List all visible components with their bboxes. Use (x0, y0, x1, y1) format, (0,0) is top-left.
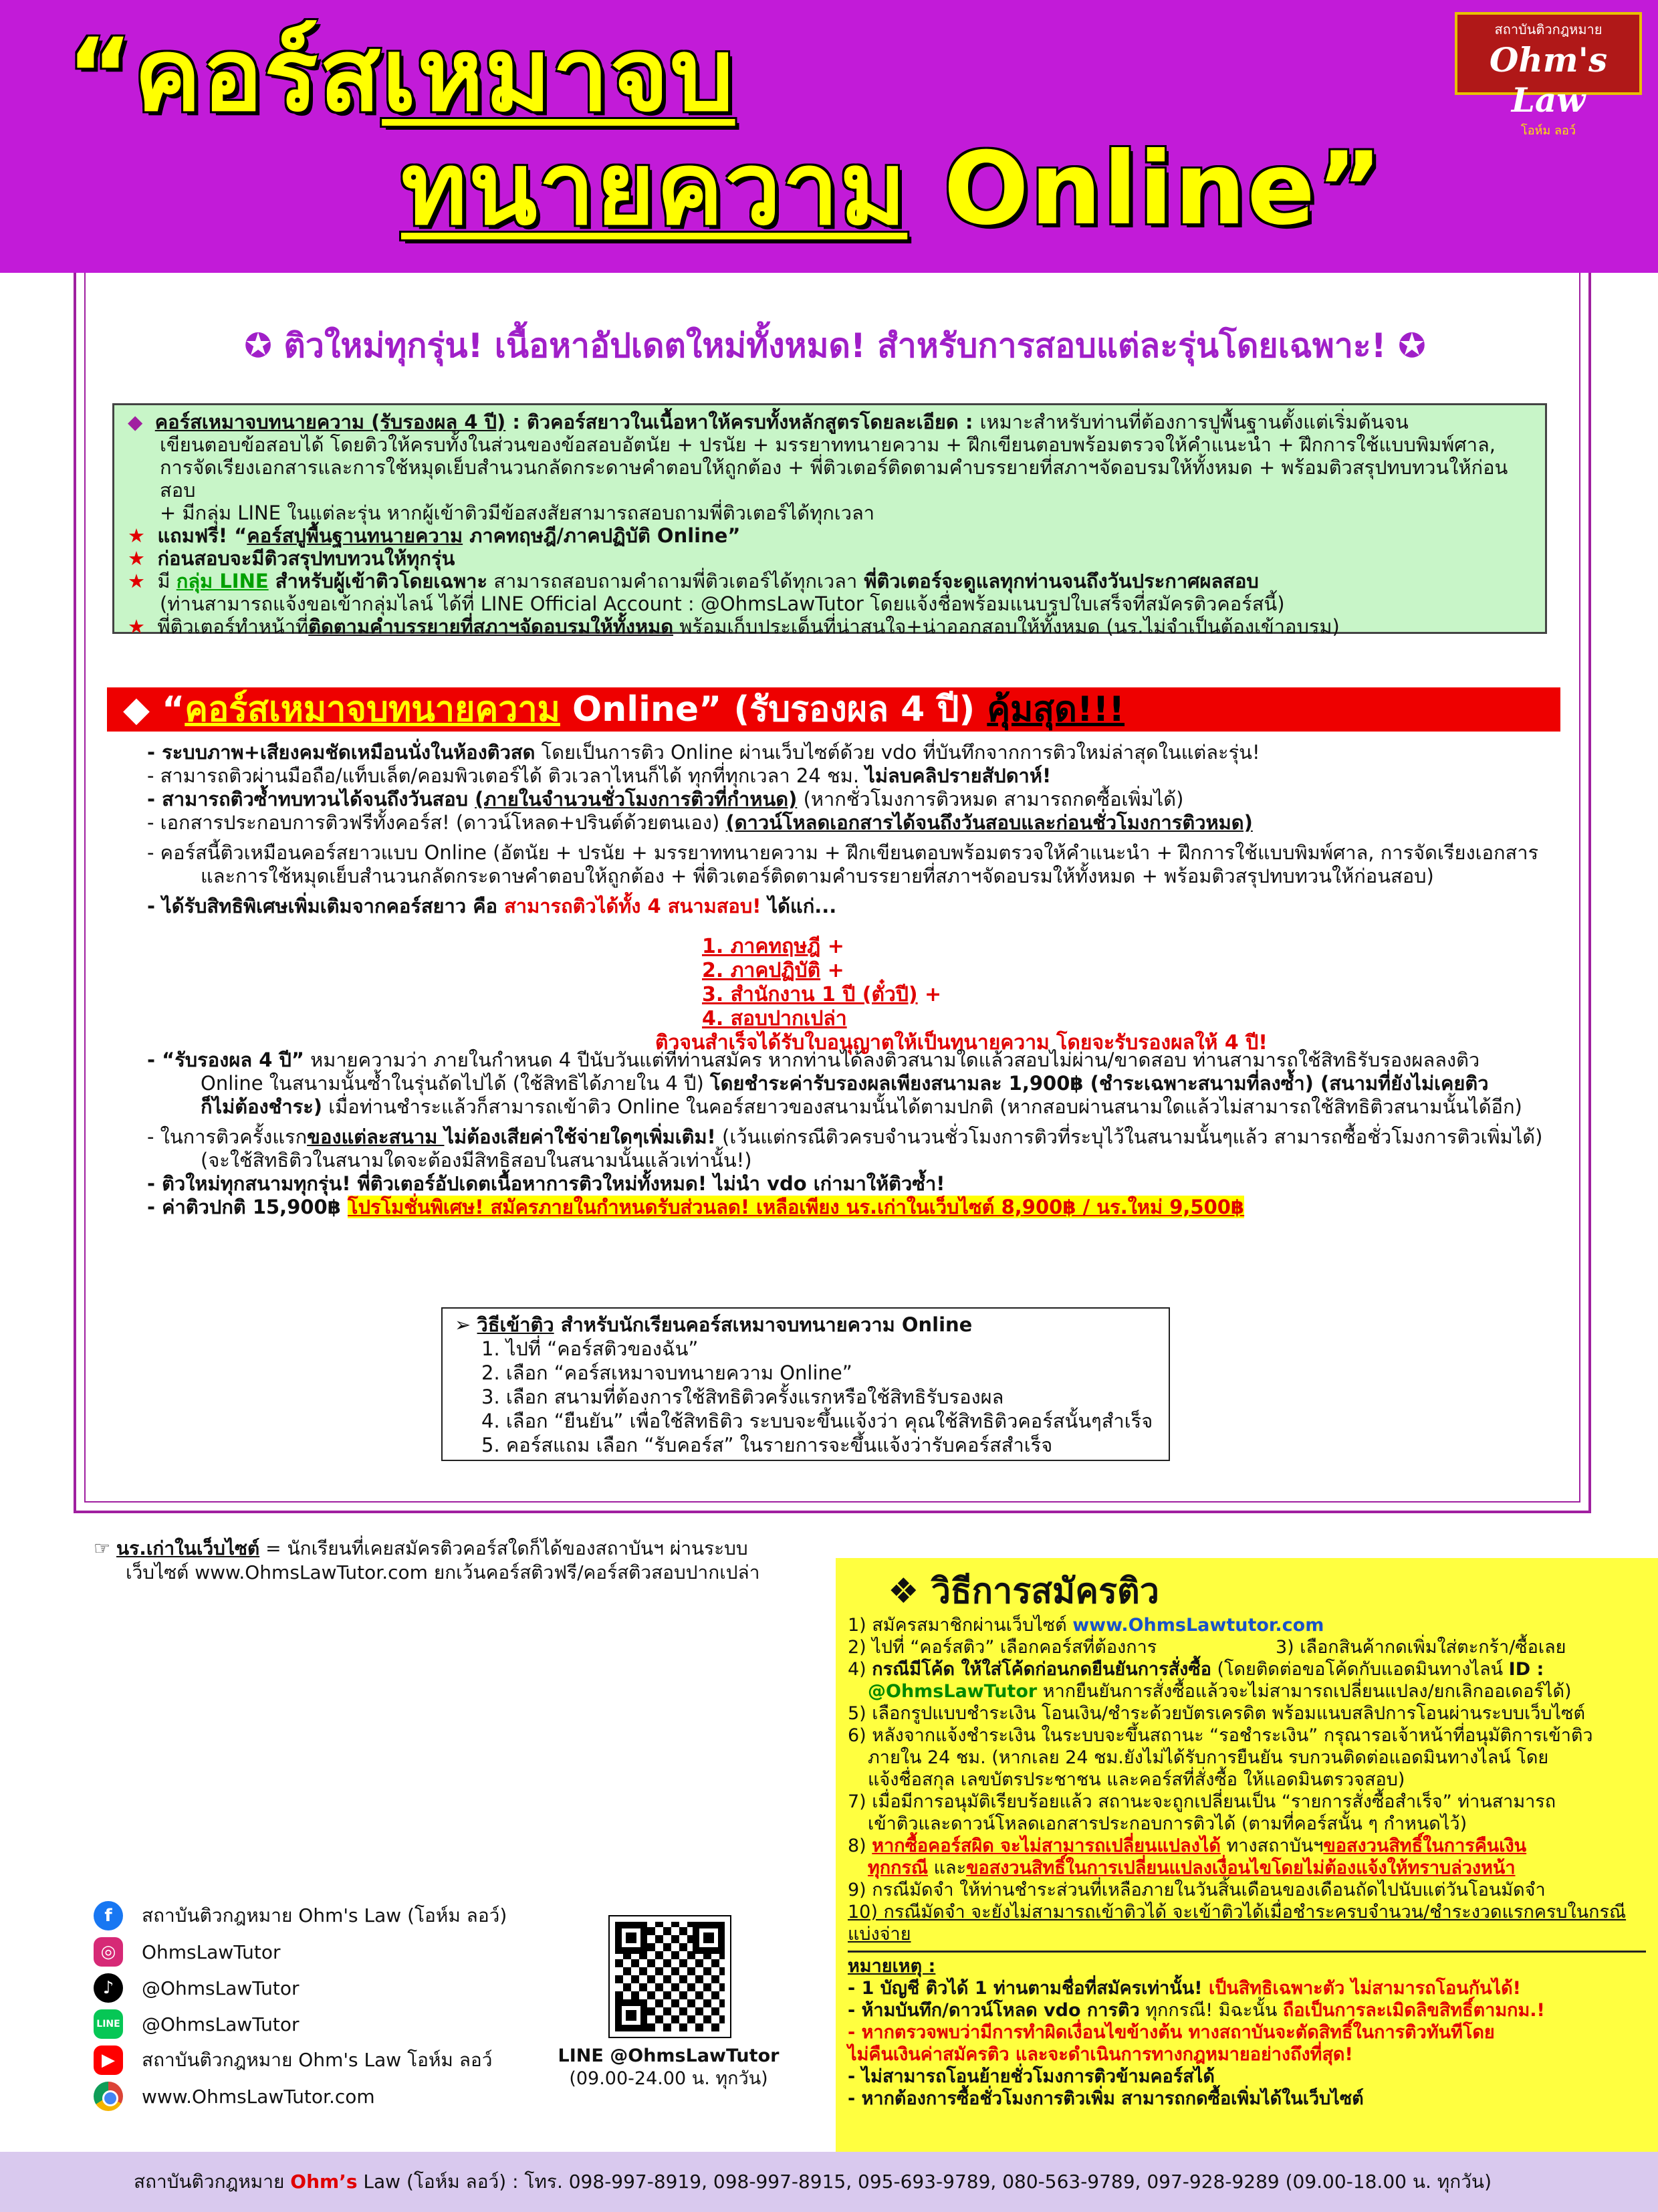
social-instagram[interactable]: ◎ OhmsLawTutor (94, 1934, 562, 1970)
star-icon: ★ (128, 615, 145, 638)
header-banner (0, 0, 1658, 273)
qr-caption: LINE @OhmsLawTutor (09.00-24.00 น. ทุกวัน) (558, 2045, 780, 2089)
diamond-icon: ◆ (128, 411, 143, 433)
star-icon: ★ (128, 547, 145, 570)
access-step: 5. คอร์สแถม เลือก “รับคอร์ส” ในรายการจะขึ้นแจ้งว่ารับคอร์สสำเร็จ (481, 1434, 1053, 1456)
star-icon: ★ (128, 570, 145, 592)
social-line[interactable]: LINE @OhmsLawTutor (94, 2006, 562, 2042)
line-icon: LINE (94, 2009, 123, 2039)
line-qr-code[interactable] (610, 1916, 730, 2037)
course-summary-box: ◆ คอร์สเหมาจบทนายความ (รับรองผล 4 ปี) : ติวคอร์สยาวในเนื้อหาให้ครบทั้งหลักสูตรโดยละเอียด : เหมาะสำหรับท่านที่ต้องการปูพื้นฐานตั้งแต่เริ่มต้นจน เขียนตอบข้อสอบได้ โดยติวให้ครบทั้งในส่วนของข้อสอบอัตนัย + ปรนัย + มรรยาททนายความ + ฝึกเขียนตอบพร้อมตรวจให้คำแนะนำ + ฝึกการใช้แบบพิมพ์ศาล, การจัดเรียงเอกสารและการใช้หมุดเย็บสำนวนกลัดกระดาษคำตอบให้ถูกต้อง + พี่ติวเตอร์ติดตามคำบรรยายที่สภาฯจัดอบรมให้ทั้งหมด + พร้อมติวสรุปทบทวนให้ก่อนสอบ + มีกลุ่ม LINE ในแต่ละรุ่น หากผู้เข้าติวมีข้อสงสัยสามารถสอบถามพี่ติวเตอร์ได้ทุกเวลา ★ แถมฟรี! “คอร์สปูพื้นฐานทนายความ ภาคทฤษฎี/ภาคปฏิบัติ Online” ★ ก่อนสอบจะมีติวสรุปทบทวนให้ทุกรุ่น ★ มี กลุ่ม LINE สำหรับผู้เข้าติวโดยเฉพาะ สามารถสอบถามคำถามพี่ติวเตอร์ได้ทุกเวลา พี่ติวเตอร์จะดูแลทุกท่านจนถึงวันประกาศผลสอบ (ท่านสามารถแจ้งขอเข้ากลุ่มไลน์ ได้ที่ LINE Official Account : @OhmsLawTutor โดยแจ้งชื่อพร้อมแนบรูปใบเสร็จที่สมัครติวคอร์สนี้) ★ พี่ติวเตอร์ทำหน้าที่ติดตามคำบรรยายที่สภาฯจัดอบรมให้ทั้งหมด พร้อมเก็บประเด็นที่น่าสนใจ+น่าออกสอบให้ทั้งหมด (นร.ไม่จำเป็นต้องเข้าอบรม) (112, 403, 1547, 634)
access-step: 3. เลือก สนามที่ต้องการใช้สิทธิติวครั้งแรกหรือใช้สิทธิรับรองผล (481, 1386, 1004, 1408)
youtube-icon: ▶ (94, 2045, 123, 2075)
website-link[interactable]: www.OhmsLawtutor.com (1072, 1615, 1324, 1636)
social-facebook[interactable]: f สถาบันติวกฎหมาย Ohm's Law (โอห์ม ลอว์) (94, 1898, 562, 1934)
instagram-icon: ◎ (94, 1937, 123, 1967)
old-student-note: ☞ นร.เก่าในเว็บไซต์ = นักเรียนที่เคยสมัครติวคอร์สใดก็ได้ของสถาบันฯ ผ่านระบบ เว็บไซต์ www.OhmsLawTutor.com ยกเว้นคอร์สติวฟรี/คอร์สติวสอบปากเปล่า (94, 1537, 760, 1583)
apply-title: ❖ วิธีการสมัครติว (888, 1571, 1159, 1612)
pointing-hand-icon: ☞ (94, 1537, 117, 1559)
course-banner: ◆ “คอร์สเหมาจบทนายความ Online” (รับรองผล 4 ปี) คุ้มสุด!!! (107, 687, 1560, 732)
how-to-apply-box: ❖ วิธีการสมัครติว 1) สมัครสมาชิกผ่านเว็บไซต์ www.OhmsLawtutor.com 2) ไปที่ “คอร์สติว” เลือกคอร์สที่ต้องการ 3) เลือกสินค้ากดเพิ่มใส่ตะกร้า/ซื้อเลย 4) กรณีมีโค้ด ให้ใส่โค้ดก่อนกดยืนยันการสั่งซื้อ (โดยติดต่อขอโค้ดกับแอดมินทางไลน์ ID : @OhmsLawTutor หากยืนยันการสั่งซื้อแล้วจะไม่สามารถเปลี่ยนแปลง/ยกเลิกออเดอร์ได้) 5) เลือกรูปแบบชำระเงิน โอนเงิน/ชำระด้วยบัตรเครดิต พร้อมแนบสลิปการโอนผ่านระบบเว็บไซต์ 6) หลังจากแจ้งชำระเงิน ในระบบจะขึ้นสถานะ “รอชำระเงิน” กรุณารอเจ้าหน้าที่อนุมัติการเข้าติว ภายใน 24 ชม. (หากเลย 24 ชม.ยังไม่ได้รับการยืนยัน รบกวนติดต่อแอดมินทางไลน์ โดย แจ้งชื่อสกุล เลขบัตรประชาชน และคอร์สที่สั่งซื้อ ให้แอดมินตรวจสอบ) 7) เมื่อมีการอนุมัติเรียบร้อยแล้ว สถานะจะถูกเปลี่ยนเป็น “รายการสั่งซื้อสำเร็จ” ท่านสามารถ เข้าติวและดาวน์โหลดเอกสารประกอบการติวได้ (ตามที่คอร์สนั้น ๆ กำหนดไว้) 8) หากซื้อคอร์สผิด จะไม่สามารถเปลี่ยนแปลงได้ ทางสถาบันฯขอสงวนสิทธิ์ในการคืนเงิน ทุกกรณี และขอสงวนสิทธิ์ในการเปลี่ยนแปลงเงื่อนไขโดยไม่ต้องแจ้งให้ทราบล่วงหน้า 9) กรณีมัดจำ ให้ท่านชำระส่วนที่เหลือภายในวันสิ้นเดือนของเดือนถัดไปนับแต่วันโอนมัดจำ 10) กรณีมัดจำ จะยังไม่สามารถเข้าติวได้ จะเข้าติวได้เมื่อชำระครบจำนวน/ชำระงวดแรกครบในกรณีแบ่งจ่าย หมายเหตุ : - 1 บัญชี ติวได้ 1 ท่านตามชื่อที่สมัครเท่านั้น! เป็นสิทธิเฉพาะตัว ไม่สามารถโอนกันได้! - ห้ามบันทึก/ดาวน์โหลด vdo การติว ทุกกรณี! มิฉะนั้น ถือเป็นการละเมิดลิขสิทธิ์ตามกม.! - หากตรวจพบว่ามีการทำผิดเงื่อนไขข้างต้น ทางสถาบันจะตัดสิทธิ์ในการติวทันทีโดย ไม่คืนเงินค่าสมัครติว และจะดำเนินการทางกฎหมายอย่างถึงที่สุด! - ไม่สามารถโอนย้ายชั่วโมงการติวข้ามคอร์สได้ - หากต้องการซื้อชั่วโมงการติวเพิ่ม สามารถกดซื้อเพิ่มได้ในเว็บไซต์ (836, 1558, 1658, 2153)
ohms-law-logo: สถาบันติวกฎหมาย Ohm's Law โอห์ม ลอว์ (1455, 12, 1642, 95)
social-tiktok[interactable]: ♪ @OhmsLawTutor (94, 1970, 562, 2006)
page-title: “คอร์สเหมาจบ ทนายความ Online” (67, 17, 1384, 247)
course-details: - ระบบภาพ+เสียงคมชัดเหมือนนั่งในห้องติวสด โดยเป็นการติว Online ผ่านเว็บไซต์ด้วย vdo ที่บันทึกจากการติวใหม่ล่าสุดในแต่ละรุ่น! - สามารถติวผ่านมือถือ/แท็บเล็ต/คอมพิวเตอร์ได้ ติวเวลาไหนก็ได้ ทุกที่ทุกเวลา 24 ชม. ไม่ลบคลิปรายสัปดาห์! - สามารถติวซ้ำทบทวนได้จนถึงวันสอบ (ภายในจำนวนชั่วโมงการติวที่กำหนด) (หากชั่วโมงการติวหมด สามารถกดซื้อเพิ่มได้) - เอกสารประกอบการติวฟรีทั้งคอร์ส! (ดาวน์โหลด+ปรินต์ด้วยตนเอง) (ดาวน์โหลดเอกสารได้จนถึงวันสอบและก่อนชั่วโมงการติวหมด) - คอร์สนี้ติวเหมือนคอร์สยาวแบบ Online (อัตนัย + ปรนัย + มรรยาททนายความ + ฝึกเขียนตอบพร้อมตรวจให้คำแนะนำ + ฝึกการใช้แบบพิมพ์ศาล, การจัดเรียงเอกสาร และการใช้หมุดเย็บสำนวนกลัดกระดาษคำตอบให้ถูกต้อง + พี่ติวเตอร์ติดตามคำบรรยายที่สภาฯจัดอบรมให้ทั้งหมด + พร้อมติวสรุปทบทวนให้ก่อนสอบ) - ได้รับสิทธิพิเศษเพิ่มเติมจากคอร์สยาว คือ สามารถติวได้ทั้ง 4 สนามสอบ! ได้แก่... - “รับรองผล 4 ปี” หมายความว่า ภายในกำหนด 4 ปีนับวันแต่ที่ท่านสมัคร หากท่านได้ลงติวสนามใดแล้วสอบไม่ผ่าน/ขาดสอบ ท่านสามารถใช้สิทธิรับรองผลลงติว Online ในสนามนั้นซ้ำในรุ่นถัดไปได้ (ใช้สิทธิได้ภายใน 4 ปี) โดยชำระค่ารับรองผลเพียงสนามละ 1,900฿ (ชำระเฉพาะสนามที่ลงซ้ำ) (สนามที่ยังไม่เคยติว ก็ไม่ต้องชำระ) เมื่อท่านชำระแล้วก็สามารถเข้าติว Online ในคอร์สยาวของสนามนั้นได้ตามปกติ (หากสอบผ่านสนามใดแล้วไม่สามารถใช้สิทธิติวสนามนั้นได้อีก) - ในการติวครั้งแรกของแต่ละสนาม ไม่ต้องเสียค่าใช้จ่ายใดๆเพิ่มเติม! (เว้นแต่กรณีติวครบจำนวนชั่วโมงการติวที่ระบุไว้ในสนามนั้นๆแล้ว สามารถซื้อชั่วโมงการติวเพิ่มได้) (จะใช้สิทธิติวในสนามใดจะต้องมีสิทธิสอบในสนามนั้นแล้วเท่านั้น!) - ติวใหม่ทุกสนามทุกรุ่น! พี่ติวเตอร์อัปเดตเนื้อหาการติวใหม่ทั้งหมด! ไม่นำ vdo เก่ามาให้ติวซ้ำ! - ค่าติวปกติ 15,900฿ โปรโมชั่นพิเศษ! สมัครภายในกำหนดรับส่วนลด! เหลือเพียง นร.เก่าในเว็บไซต์ 8,900฿ / นร.ใหม่ 9,500฿ (147, 741, 1543, 1218)
chrome-icon (94, 2082, 123, 2111)
tiktok-icon: ♪ (94, 1973, 123, 2003)
social-youtube[interactable]: ▶ สถาบันติวกฎหมาย Ohm's Law โอห์ม ลอว์ (94, 2042, 562, 2078)
how-to-access-box: ➢ วิธีเข้าติว สำหรับนักเรียนคอร์สเหมาจบทนายความ Online 1. ไปที่ “คอร์สติวของฉัน” 2. เลือก “คอร์สเหมาจบทนายความ Online” 3. เลือก สนามที่ต้องการใช้สิทธิติวครั้งแรกหรือใช้สิทธิรับรองผล 4. เลือก “ยืนยัน” เพื่อใช้สิทธิติว ระบบจะขึ้นแจ้งว่า คุณใช้สิทธิติวคอร์สนั้นๆสำเร็จ 5. คอร์สแถม เลือก “รับคอร์ส” ในรายการจะขึ้นแจ้งว่ารับคอร์สสำเร็จ (441, 1307, 1170, 1461)
access-step: 2. เลือก “คอร์สเหมาจบทนายความ Online” (481, 1361, 852, 1384)
social-links (94, 1898, 562, 2114)
exam-list: 1. ภาคทฤษฎี + 2. ภาคปฏิบัติ + 3. สำนักงาน 1 ปี (ตั๋วปี) + 4. สอบปากเปล่า ติวจนสำเร็จได้รับใบอนุญาตให้เป็นทนายความ โดยจะรับรองผลให้ 4 ปี! (655, 935, 1268, 1055)
star-icon: ★ (128, 524, 145, 547)
access-step: 1. ไปที่ “คอร์สติวของฉัน” (481, 1337, 699, 1360)
footer-contact: สถาบันติวกฎหมาย Ohm’s Law (โอห์ม ลอว์) : โทร. 098-997-8919, 098-997-8915, 095-693-9789, 080-563-9789, 097-928-9289 (09.00-18.00 น. ทุกวัน) (0, 2152, 1658, 2212)
facebook-icon: f (94, 1901, 123, 1930)
access-step: 4. เลือก “ยืนยัน” เพื่อใช้สิทธิติว ระบบจะขึ้นแจ้งว่า คุณใช้สิทธิติวคอร์สนั้นๆสำเร็จ (481, 1410, 1153, 1432)
social-website[interactable]: www.OhmsLawTutor.com (94, 2078, 562, 2114)
tagline: ✪ ติวใหม่ทุกรุ่น! เนื้อหาอัปเดตใหม่ทั้งหมด! สำหรับการสอบแต่ละรุ่นโดยเฉพาะ! ✪ (244, 326, 1426, 365)
